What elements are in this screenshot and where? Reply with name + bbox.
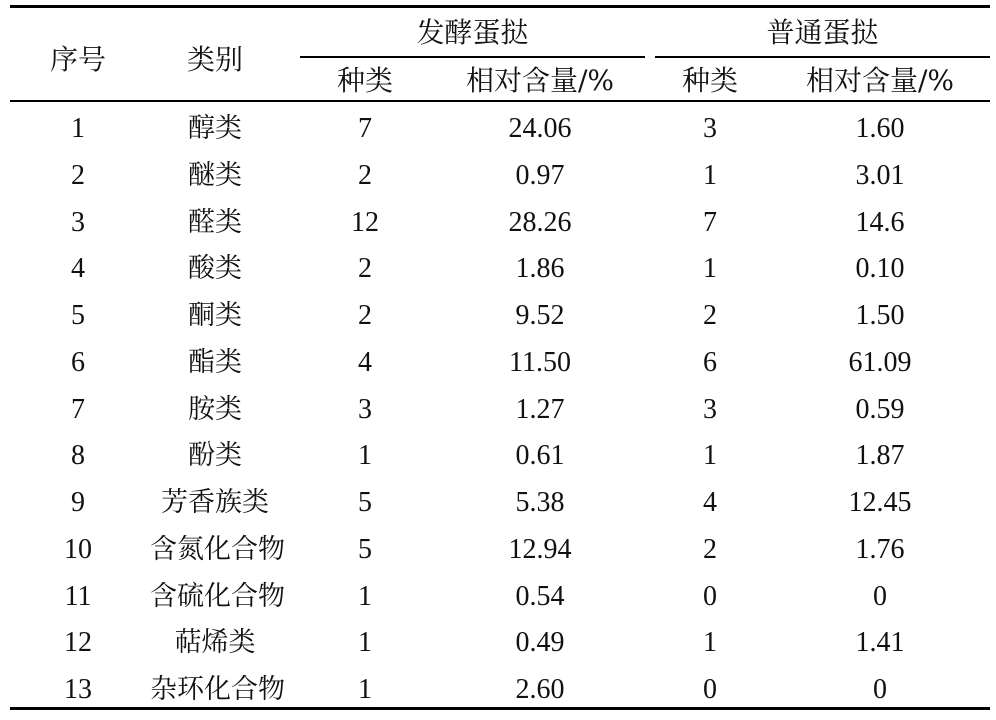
- header-b-content: 相对含量/%: [805, 64, 955, 97]
- cell-category: 含氮化合物: [150, 534, 285, 565]
- cell-category: 酚类: [188, 440, 242, 471]
- cell-fermented-content: 9.52: [515, 300, 565, 331]
- cell-category: 酯类: [188, 347, 242, 378]
- cell-fermented-kinds: 12: [351, 207, 379, 238]
- cell-index: 8: [71, 440, 85, 471]
- cell-fermented-content: 24.06: [508, 113, 572, 144]
- cell-category: 胺类: [188, 394, 242, 425]
- cell-category: 含硫化合物: [150, 581, 285, 612]
- cell-fermented-content: 1.86: [515, 253, 565, 284]
- cell-index: 6: [71, 347, 85, 378]
- group-b-underline: [655, 56, 990, 58]
- cell-ordinary-kinds: 1: [703, 160, 717, 191]
- cell-fermented-content: 0.97: [515, 160, 565, 191]
- cell-fermented-kinds: 4: [358, 347, 372, 378]
- cell-fermented-content: 0.61: [515, 440, 565, 471]
- cell-ordinary-content: 61.09: [848, 347, 912, 378]
- cell-category: 醚类: [188, 160, 242, 191]
- cell-fermented-content: 0.49: [515, 627, 565, 658]
- cell-fermented-kinds: 1: [358, 440, 372, 471]
- cell-fermented-kinds: 7: [358, 113, 372, 144]
- cell-index: 2: [71, 160, 85, 191]
- cell-index: 1: [71, 113, 85, 144]
- cell-ordinary-kinds: 4: [703, 487, 717, 518]
- cell-fermented-content: 28.26: [508, 207, 572, 238]
- cell-fermented-kinds: 1: [358, 627, 372, 658]
- cell-index: 7: [71, 394, 85, 425]
- cell-index: 9: [71, 487, 85, 518]
- cell-index: 4: [71, 253, 85, 284]
- cell-ordinary-content: 12.45: [848, 487, 912, 518]
- cell-category: 萜烯类: [174, 627, 256, 658]
- header-index: 序号: [49, 43, 106, 76]
- cell-ordinary-kinds: 3: [703, 394, 717, 425]
- cell-ordinary-kinds: 2: [703, 534, 717, 565]
- cell-category: 酸类: [188, 253, 242, 284]
- cell-ordinary-content: 1.41: [855, 627, 905, 658]
- cell-ordinary-kinds: 0: [703, 674, 717, 705]
- header-b-kinds: 种类: [681, 64, 738, 97]
- cell-category: 酮类: [188, 300, 242, 331]
- header-category: 类别: [186, 43, 243, 76]
- cell-fermented-content: 5.38: [515, 487, 565, 518]
- cell-ordinary-content: 0.10: [855, 253, 905, 284]
- cell-ordinary-content: 1.60: [855, 113, 905, 144]
- cell-index: 12: [64, 627, 92, 658]
- cell-ordinary-content: 0: [873, 581, 887, 612]
- cell-ordinary-content: 1.76: [855, 534, 905, 565]
- cell-ordinary-content: 1.87: [855, 440, 905, 471]
- cell-fermented-kinds: 2: [358, 300, 372, 331]
- cell-ordinary-content: 3.01: [855, 160, 905, 191]
- cell-ordinary-kinds: 1: [703, 627, 717, 658]
- cell-ordinary-kinds: 3: [703, 113, 717, 144]
- cell-fermented-kinds: 5: [358, 487, 372, 518]
- cell-index: 3: [71, 207, 85, 238]
- group-a-underline: [300, 56, 645, 58]
- table-header-rule: [10, 100, 990, 102]
- cell-ordinary-kinds: 6: [703, 347, 717, 378]
- cell-ordinary-kinds: 0: [703, 581, 717, 612]
- cell-index: 10: [64, 534, 92, 565]
- header-a-kinds: 种类: [336, 64, 393, 97]
- table-top-rule: [10, 5, 990, 8]
- header-a-content: 相对含量/%: [465, 64, 615, 97]
- cell-ordinary-kinds: 2: [703, 300, 717, 331]
- cell-fermented-content: 12.94: [508, 534, 572, 565]
- cell-fermented-content: 11.50: [509, 347, 571, 378]
- table-bottom-rule: [10, 707, 990, 710]
- header-group-fermented: 发酵蛋挞: [416, 16, 529, 49]
- cell-fermented-content: 2.60: [515, 674, 565, 705]
- cell-fermented-kinds: 2: [358, 160, 372, 191]
- cell-ordinary-content: 14.6: [855, 207, 905, 238]
- cell-fermented-kinds: 5: [358, 534, 372, 565]
- cell-fermented-content: 1.27: [515, 394, 565, 425]
- cell-index: 13: [64, 674, 92, 705]
- cell-ordinary-content: 1.50: [855, 300, 905, 331]
- cell-ordinary-kinds: 1: [703, 253, 717, 284]
- cell-ordinary-kinds: 1: [703, 440, 717, 471]
- cell-ordinary-kinds: 7: [703, 207, 717, 238]
- cell-category: 芳香族类: [161, 487, 269, 518]
- cell-fermented-kinds: 3: [358, 394, 372, 425]
- cell-fermented-content: 0.54: [515, 581, 565, 612]
- cell-index: 11: [64, 581, 92, 612]
- cell-index: 5: [71, 300, 85, 331]
- cell-category: 醇类: [188, 113, 242, 144]
- cell-ordinary-content: 0: [873, 674, 887, 705]
- cell-category: 杂环化合物: [150, 674, 285, 705]
- cell-fermented-kinds: 1: [358, 674, 372, 705]
- cell-category: 醛类: [188, 207, 242, 238]
- header-group-ordinary: 普通蛋挞: [766, 16, 879, 49]
- cell-ordinary-content: 0.59: [855, 394, 905, 425]
- cell-fermented-kinds: 1: [358, 581, 372, 612]
- cell-fermented-kinds: 2: [358, 253, 372, 284]
